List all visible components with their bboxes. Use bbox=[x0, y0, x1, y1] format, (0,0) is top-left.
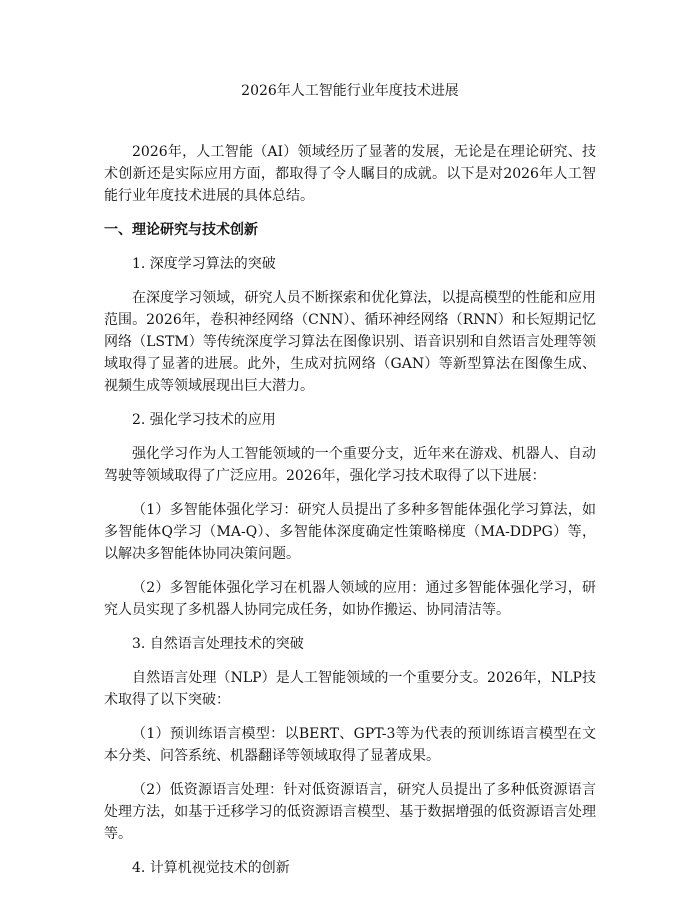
subsection-heading-reinforcement-learning: 2. 强化学习技术的应用 bbox=[132, 412, 276, 428]
document-title: 2026年人工智能行业年度技术进展 bbox=[241, 83, 459, 99]
deep-learning-paragraph: 在深度学习领域，研究人员不断探索和优化算法，以提高模型的性能和应用范围。2026年，卷积神经网络（CNN）、循环神经网络（RNN）和长短期记忆网络（LSTM）等传统深度学习算法在图像识别、语音识别和自然语言处理等领域取得了显著的进展。此外，生成对抗网络（GAN）等新型算法在图像生成、视频生成等领域展现出巨大潜力。 bbox=[104, 290, 596, 394]
section-heading-theory: 一、理论研究与技术创新 bbox=[104, 222, 258, 238]
subsection-heading-deep-learning: 1. 深度学习算法的突破 bbox=[132, 256, 276, 272]
subsection-heading-nlp: 3. 自然语言处理技术的突破 bbox=[132, 636, 304, 652]
nlp-item-2: （2）低资源语言处理：针对低资源语言，研究人员提出了多种低资源语言处理方法，如基于迁移学习的低资源语言模型、基于数据增强的低资源语言处理等。 bbox=[104, 782, 596, 842]
nlp-paragraph: 自然语言处理（NLP）是人工智能领域的一个重要分支。2026年，NLP技术取得了以下突破： bbox=[104, 670, 596, 708]
document-body bbox=[104, 141, 596, 891]
reinforcement-learning-item-2: （2）多智能体强化学习在机器人领域的应用：通过多智能体强化学习，研究人员实现了多机器人协同完成任务，如协作搬运、协同清洁等。 bbox=[104, 580, 596, 618]
nlp-item-1: （1）预训练语言模型：以BERT、GPT-3等为代表的预训练语言模型在文本分类、问答系统、机器翻译等领域取得了显著成果。 bbox=[104, 726, 596, 764]
intro-paragraph: 2026年，人工智能（AI）领域经历了显著的发展，无论是在理论研究、技术创新还是实际应用方面，都取得了令人瞩目的成就。以下是对2026年人工智能行业年度技术进展的具体总结。 bbox=[104, 144, 596, 204]
reinforcement-learning-item-1: （1）多智能体强化学习：研究人员提出了多种多智能体强化学习算法，如多智能体Q学习（MA-Q）、多智能体深度确定性策略梯度（MA-DDPG）等，以解决多智能体协同决策问题。 bbox=[104, 502, 596, 562]
subsection-heading-computer-vision: 4. 计算机视觉技术的创新 bbox=[132, 860, 290, 876]
reinforcement-learning-paragraph: 强化学习作为人工智能领域的一个重要分支，近年来在游戏、机器人、自动驾驶等领域取得了广泛应用。2026年，强化学习技术取得了以下进展： bbox=[104, 446, 596, 484]
